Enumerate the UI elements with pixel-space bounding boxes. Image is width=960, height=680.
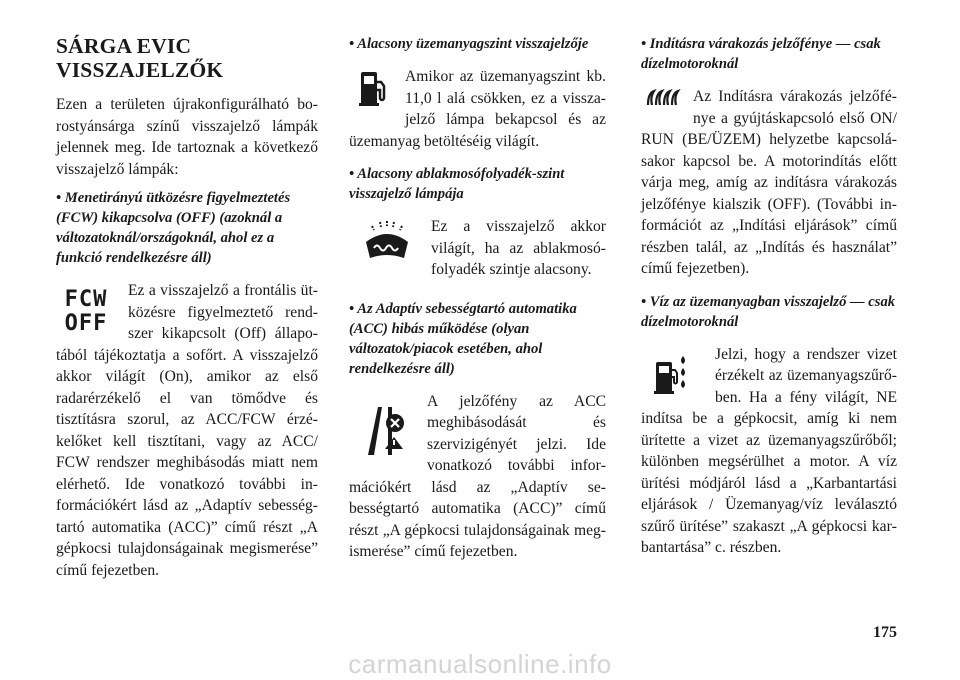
section-title bbox=[56, 34, 318, 82]
fuel-pump-icon bbox=[355, 68, 391, 110]
fcw-body: Ez a visszajelző a frontális ütközésre figyelmeztető rendszer kikapcsolt (Off) állapotából tájékoztatja a sofőrt. A visszajelző akkor világít (On), amikor az első radarérzékelő el van tömődve és tisztításra szorul, az ACC/FCW érzékelőket kell tisztítani, vagy az ACC/ FCW rendszer meghibásodás miatt nem elérhető. Ide vonatkozó további információkért lásd az „Adaptív sebességtartó automatika (ACC)” című részt „A gépkocsi tulajdonságainak megismerése” című fejezetben. bbox=[56, 282, 318, 579]
water-in-fuel-body: Jelzi, hogy a rendszer vizet érzékelt az üzemanyagszűrőben. Ha a fény világít, NE indítsa be a gépkocsit, amíg ki nem ürítette a vizet az üzemanyagszűrőből; különben megsérülhet a motor. A víz ürítési módjáról lásd a „Karbantartási eljárások / Üzemanyag/víz leválasztó szűrő ürítése” szakaszt „A gépkocsi karbantartása” c. részben. bbox=[641, 345, 897, 556]
section-title-line2: VISSZAJELZŐK bbox=[56, 58, 224, 82]
acc-fault-body: A jelzőfény az ACC meghibásodását és szervizigényét jelzi. Ide vonatkozó további információkért lásd az „Adaptív sebességtartó automatika (ACC)” című részt „A gépkocsi tulajdonságainak megismerése” című fejezetben. bbox=[349, 392, 606, 560]
glow-plug-body: Az Indításra várakozás jelzőfénye a gyújtáskapcsoló első ON/ RUN (BE/ÜZEM) helyzetbe kapcsolásakor kapcsol be. A motorindítás előtt várja meg, amíg az indításra várakozás jelzőfénye kialszik (OFF). (További információt az „Indítási eljárások” című részben talál, az „Indítás és használat” című fejezetben). bbox=[641, 88, 897, 277]
watermark: carmanualsonline.info bbox=[348, 649, 612, 679]
acc-fault-icon bbox=[363, 401, 407, 459]
section-title-line1: SÁRGA EVIC bbox=[56, 34, 192, 58]
water-in-fuel-heading: • Víz az üzemanyagban visszajelző — csak dízelmotoroknál bbox=[641, 293, 896, 330]
low-fuel-body: Amikor az üzemanyagszint kb. 11,0 l alá csökken, ez a visszajelző lámpa bekapcsol és az üzemanyag betöltéséig világít. bbox=[349, 68, 606, 150]
intro-paragraph: Ezen a területen újrakonfigurálható borostyánsárga színű visszajelző lámpák jelennek meg. Ide tartoznak a következő visszajelző lámpák: bbox=[56, 96, 318, 178]
column-2 bbox=[349, 34, 606, 563]
page-number: 175 bbox=[873, 624, 897, 641]
washer-fluid-heading: • Alacsony ablakmosófolyadék-szint visszajelző lámpája bbox=[349, 166, 565, 202]
column-1 bbox=[56, 34, 318, 581]
column-3 bbox=[641, 34, 897, 559]
low-fuel-heading: • Alacsony üzemanyagszint visszajelzője bbox=[349, 36, 589, 52]
glow-plug-heading: • Indításra várakozás jelzőfénye — csak dízelmotoroknál bbox=[641, 36, 881, 72]
washer-fluid-body: Ez a visszajelző akkor világít, ha az ablakmosó-folyadék szintje alacsony. bbox=[431, 218, 606, 278]
fcw-icon-text-top: FCW bbox=[64, 287, 108, 312]
glow-plug-icon bbox=[645, 88, 683, 108]
acc-fault-heading: • Az Adaptív sebességtartó automatika (ACC) hibás működése (olyan változatok/piacok esetében, ahol rendelkezésre áll) bbox=[349, 300, 577, 377]
washer-fluid-icon bbox=[361, 216, 413, 264]
fcw-heading: • Menetirányú ütközésre figyelmeztetés (FCW) kikapcsolva (OFF) (azoknál a változatoknál/országoknál, ahol ez a funkció rendelkezésre áll) bbox=[56, 190, 291, 266]
fcw-off-icon bbox=[56, 284, 116, 340]
fcw-icon-text-bottom: OFF bbox=[64, 311, 108, 336]
water-in-fuel-icon bbox=[651, 352, 691, 400]
